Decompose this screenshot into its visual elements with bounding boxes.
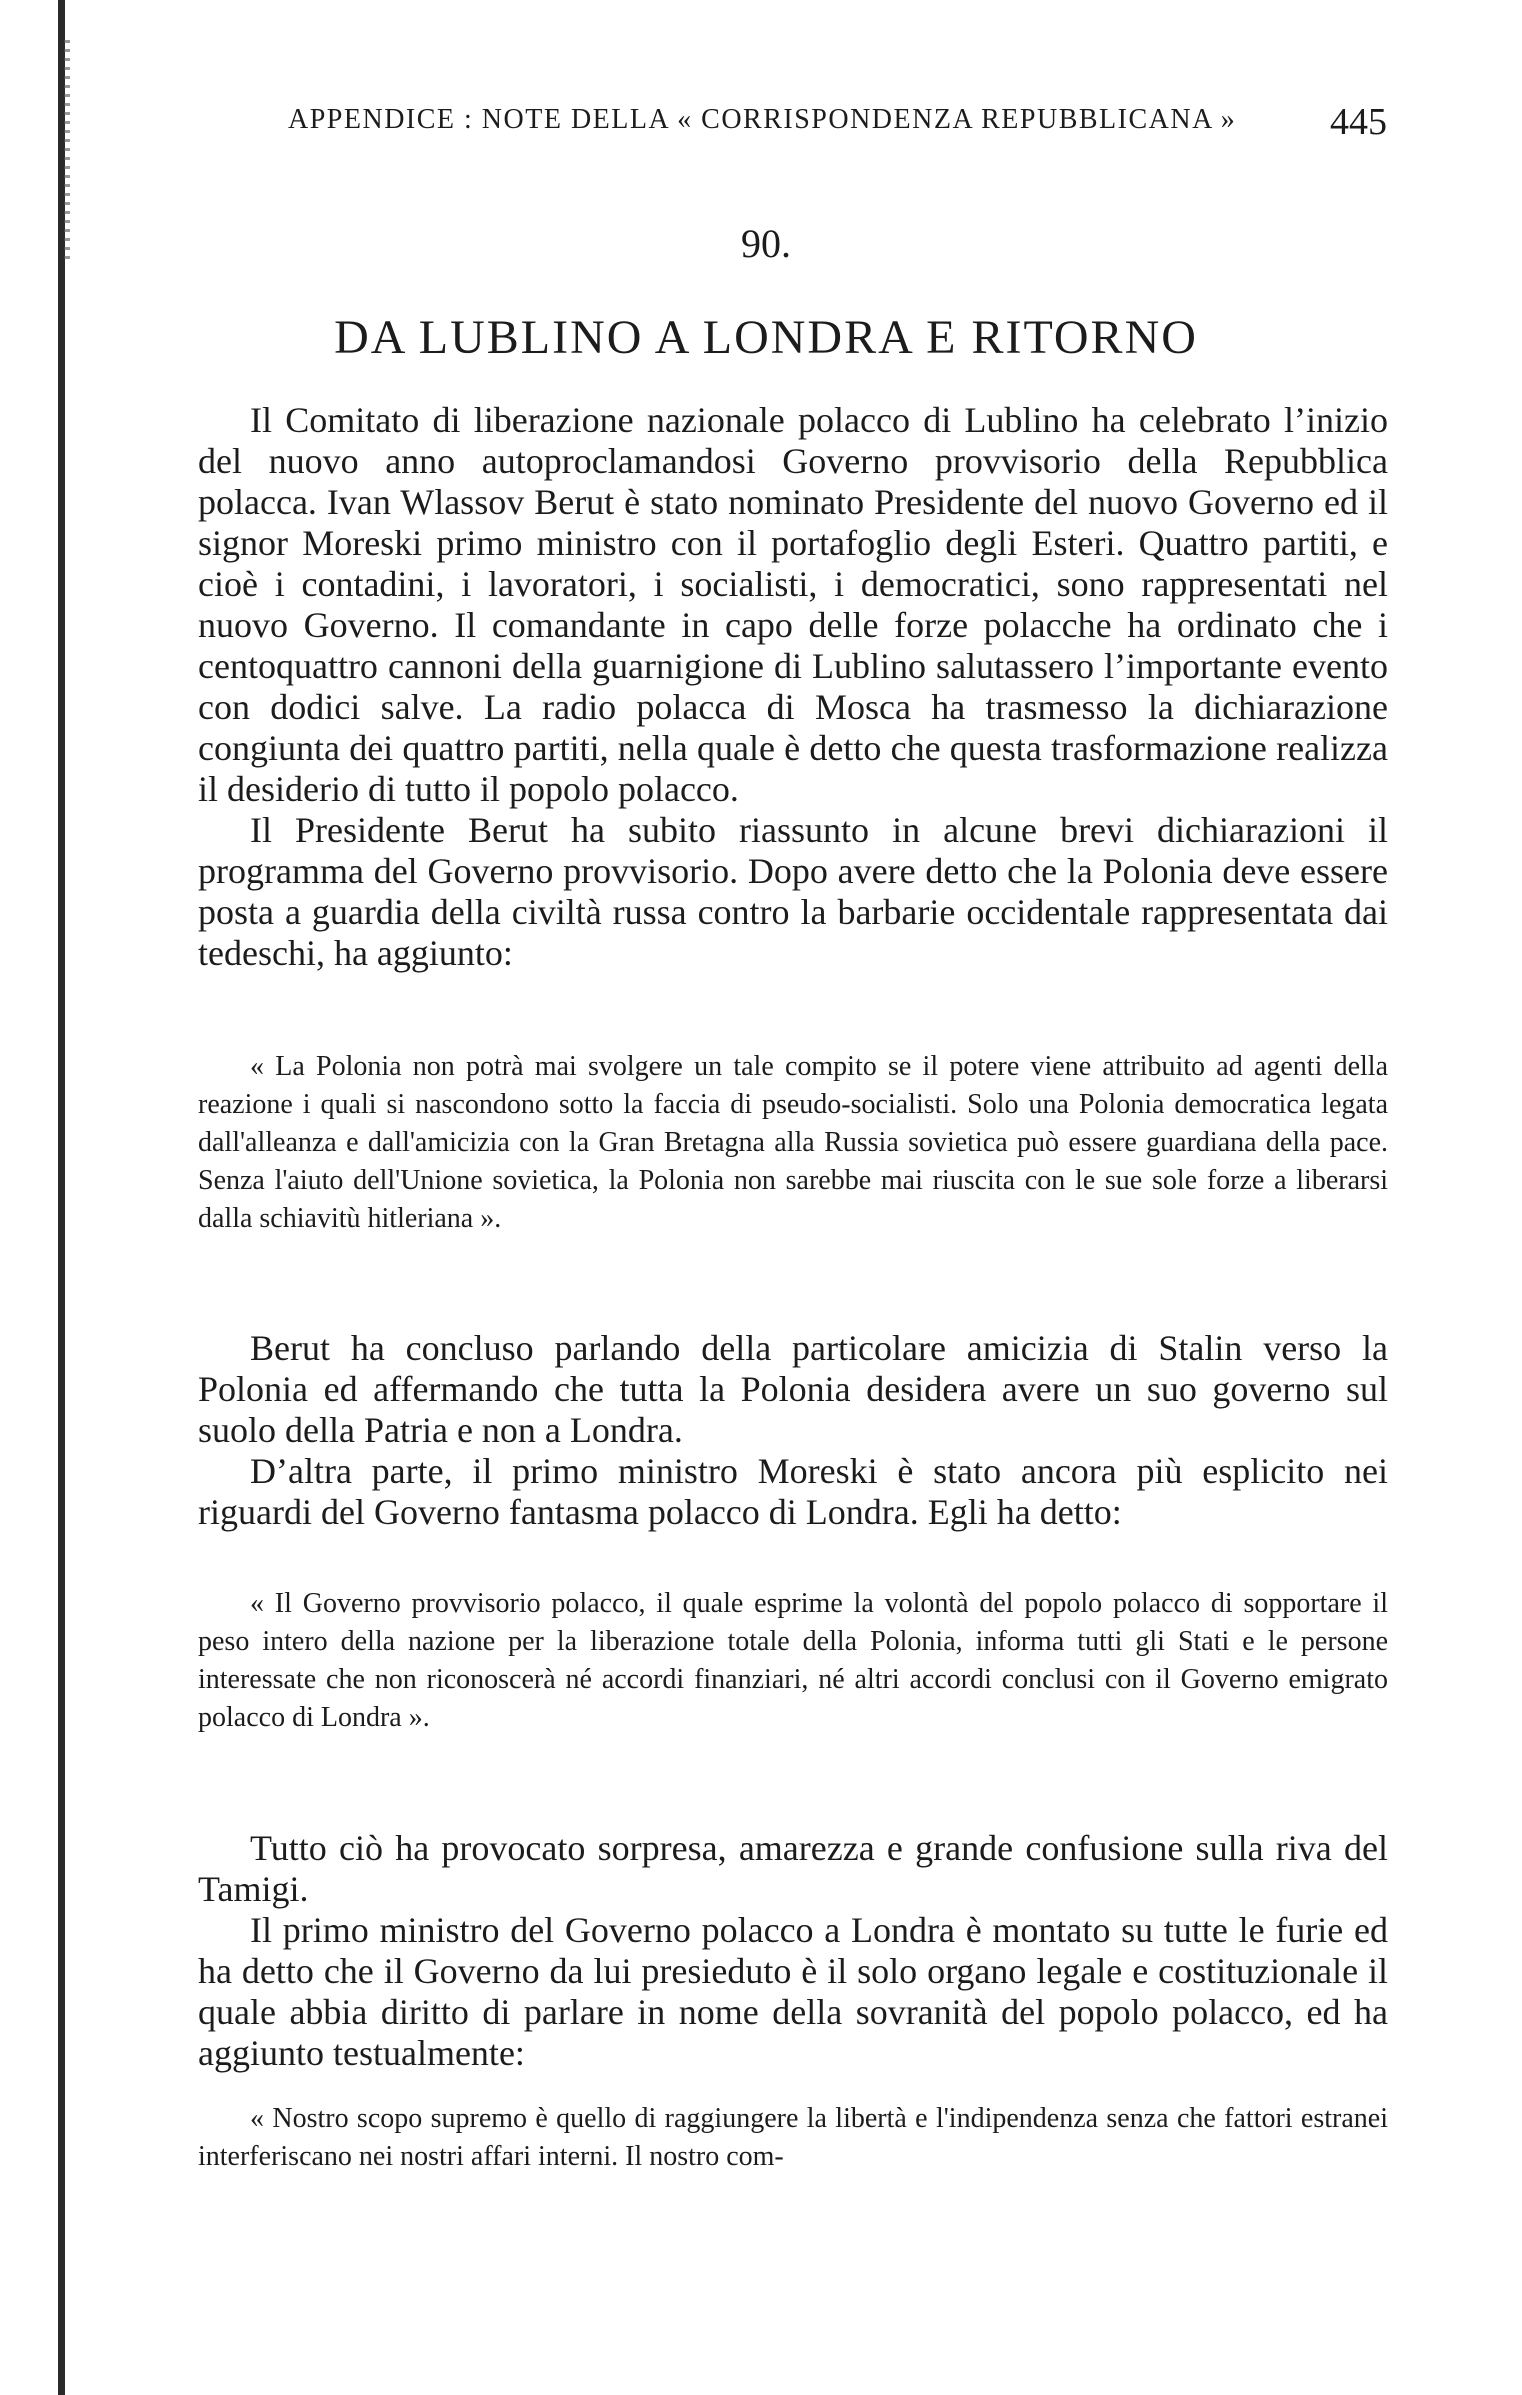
paragraph: Tutto ciò ha provocato sorpresa, amarezza e grande confusione sulla riva del Tamigi. [198, 1828, 1388, 1909]
section-title: DA LUBLINO A LONDRA E RITORNO [334, 311, 1198, 364]
running-head: APPENDICE : NOTE DELLA « CORRISPONDENZA REPUBBLICANA » [288, 104, 1237, 135]
paragraph: Il Comitato di liberazione nazionale polacco di Lublino ha celebrato l’inizio del nuovo anno autoproclamandosi Governo provvisorio della Repubblica polacca. Ivan Wlassov Berut è stato nominato Presidente del nuovo Governo ed il signor Moreski primo ministro con il portafoglio degli Esteri. Quattro partiti, e cioè i contadini, i lavoratori, i socialisti, i democratici, sono rappresentati nel nuovo Governo. Il comandante in capo delle forze polacche ha ordinato che i centoquattro cannoni della guarnigione di Lublino salutassero l’importante evento con dodici salve. La radio polacca di Mosca ha trasmesso la dichiarazione congiunta dei quattro partiti, nella quale è detto che questa trasformazione realizza il desiderio di tutto il popolo polacco. [198, 400, 1388, 809]
paragraph: Il Presidente Berut ha subito riassunto in alcune brevi dichiarazioni il programma del Governo provvisorio. Dopo avere detto che la Polonia deve essere posta a guardia della civiltà russa contro la barbarie occidentale rappresentata dai tedeschi, ha aggiunto: [198, 810, 1388, 973]
page-number: 445 [1330, 101, 1387, 143]
paragraph: Berut ha concluso parlando della particolare amicizia di Stalin verso la Polonia ed affermando che tutta la Polonia desidera avere un suo governo sul suolo della Patria e non a Londra. [198, 1328, 1388, 1450]
body-block-1 [198, 400, 1388, 974]
quotation-1 [198, 1048, 1388, 1238]
paragraph: Il primo ministro del Governo polacco a Londra è montato su tutte le furie ed ha detto che il Governo da lui presieduto è il solo organo legale e costituzionale il quale abbia diritto di parlare in nome della sovranità del popolo polacco, ed ha aggiunto testualmente: [198, 1910, 1388, 2073]
quotation-3 [198, 2100, 1388, 2176]
quote-paragraph: « Nostro scopo supremo è quello di raggiungere la libertà e l'indipendenza senza che fattori estranei interferiscano nei nostri affari interni. Il nostro com- [198, 2103, 1388, 2172]
body-block-2 [198, 1328, 1388, 1533]
section-number: 90. [741, 221, 791, 266]
quote-paragraph: « La Polonia non potrà mai svolgere un tale compito se il potere viene attribuito ad agenti della reazione i quali si nascondono sotto la faccia di pseudo-socialisti. Solo una Polonia democratica legata dall'alleanza e dall'amicizia con la Gran Bretagna alla Russia sovietica può essere guardiana della pace. Senza l'aiuto dell'Unione sovietica, la Polonia non sarebbe mai riuscita con le sue sole forze a liberarsi dalla schiavitù hitleriana ». [198, 1051, 1388, 1234]
quotation-2 [198, 1585, 1388, 1737]
paragraph: D’altra parte, il primo ministro Moreski è stato ancora più esplicito nei riguardi del Governo fantasma polacco di Londra. Egli ha detto: [198, 1451, 1388, 1532]
quote-paragraph: « Il Governo provvisorio polacco, il quale esprime la volontà del popolo polacco di sopportare il peso intero della nazione per la liberazione totale della Polonia, informa tutti gli Stati e le persone interessate che non riconoscerà né accordi finanziari, né altri accordi conclusi con il Governo emigrato polacco di Londra ». [198, 1588, 1388, 1733]
body-block-3 [198, 1828, 1388, 2074]
